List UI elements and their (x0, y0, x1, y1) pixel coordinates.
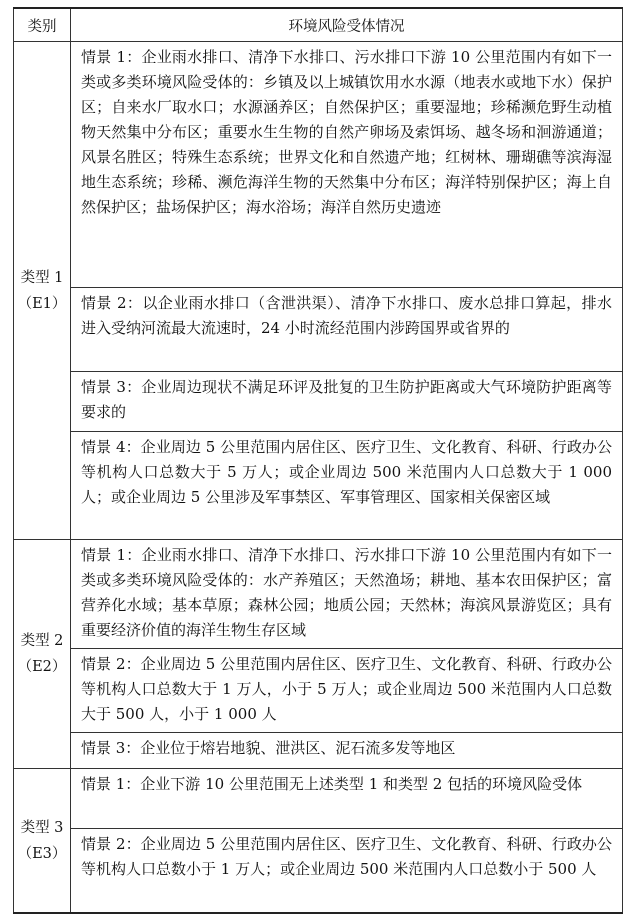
table-row (14, 769, 623, 829)
type-1-name: 类型 1 (20, 269, 64, 286)
header-situation: 环境风险受体情况 (71, 8, 623, 42)
type-1-scenario-4: 情景 4：企业周边 5 公里范围内居住区、医疗卫生、文化教育、科研、行政办公等机构人口总数大于 5 万人；或企业周边 500 米范围内人口总数大于 1 000 人；或企业周边 5 公里涉及军事禁区、军事管理区、国家相关保密区域 (71, 432, 623, 540)
table-row (14, 432, 623, 540)
type-1-scenario-1: 情景 1：企业雨水排口、清净下水排口、污水排口下游 10 公里范围内有如下一类或多类环境风险受体的：乡镇及以上城镇饮用水水源（地表水或地下水）保护区；自来水厂取水口；水源涵养区；自然保护区；重要湿地；珍稀濒危野生动植物天然集中分布区；重要水生生物的自然产卵场及索饵场、越冬场和洄游通道；风景名胜区；特殊生态系统；世界文化和自然遗产地；红树林、珊瑚礁等滨海湿地生态系统；珍稀、濒危海洋生物的天然集中分布区；海洋特别保护区；海上自然保护区；盐场保护区；海水浴场；海洋自然历史遗迹 (71, 42, 623, 288)
type-3-cell (14, 769, 71, 914)
type-2-scenario-2: 情景 2：企业周边 5 公里范围内居住区、医疗卫生、文化教育、科研、行政办公等机构人口总数大于 1 万人，小于 5 万人；或企业周边 500 米范围内人口总数大于 500 人，小于 1 000 人 (71, 649, 623, 733)
type-3-code: （E3） (17, 845, 67, 862)
type-1-cell (14, 42, 71, 540)
type-3-scenario-2: 情景 2：企业周边 5 公里范围内居住区、医疗卫生、文化教育、科研、行政办公等机构人口总数小于 1 万人；或企业周边 500 米范围内人口总数小于 500 人 (71, 829, 623, 914)
table-row (14, 288, 623, 372)
type-1-scenario-3: 情景 3：企业周边现状不满足环评及批复的卫生防护距离或大气环境防护距离等要求的 (71, 372, 623, 432)
table-row (14, 42, 623, 288)
type-3-name: 类型 3 (20, 819, 64, 836)
type-1-code: （E1） (17, 295, 67, 312)
type-3-scenario-1: 情景 1：企业下游 10 公里范围无上述类型 1 和类型 2 包括的环境风险受体 (71, 769, 623, 829)
type-2-scenario-1: 情景 1：企业雨水排口、清净下水排口、污水排口下游 10 公里范围内有如下一类或多类环境风险受体的：水产养殖区；天然渔场；耕地、基本农田保护区；富营养化水域；基本草原；森林公园；地质公园；天然林；海滨风景游览区；具有重要经济价值的海洋生物生存区域 (71, 540, 623, 649)
table-row (14, 829, 623, 914)
table-row (14, 733, 623, 769)
type-2-name: 类型 2 (20, 633, 64, 649)
risk-receptor-table (13, 7, 623, 914)
table-row (14, 540, 623, 649)
type-2-scenario-3: 情景 3：企业位于熔岩地貌、泄洪区、泥石流多发等地区 (71, 733, 623, 769)
table-row (14, 649, 623, 733)
type-2-code: （E2） (17, 659, 67, 675)
type-1-scenario-2: 情景 2：以企业雨水排口（含泄洪渠）、清净下水排口、废水总排口算起，排水进入受纳河流最大流速时，24 小时流经范围内涉跨国界或省界的 (71, 288, 623, 372)
table-row (14, 372, 623, 432)
type-2-cell (14, 540, 71, 769)
table-header-row (14, 8, 623, 42)
header-category: 类别 (14, 8, 71, 42)
